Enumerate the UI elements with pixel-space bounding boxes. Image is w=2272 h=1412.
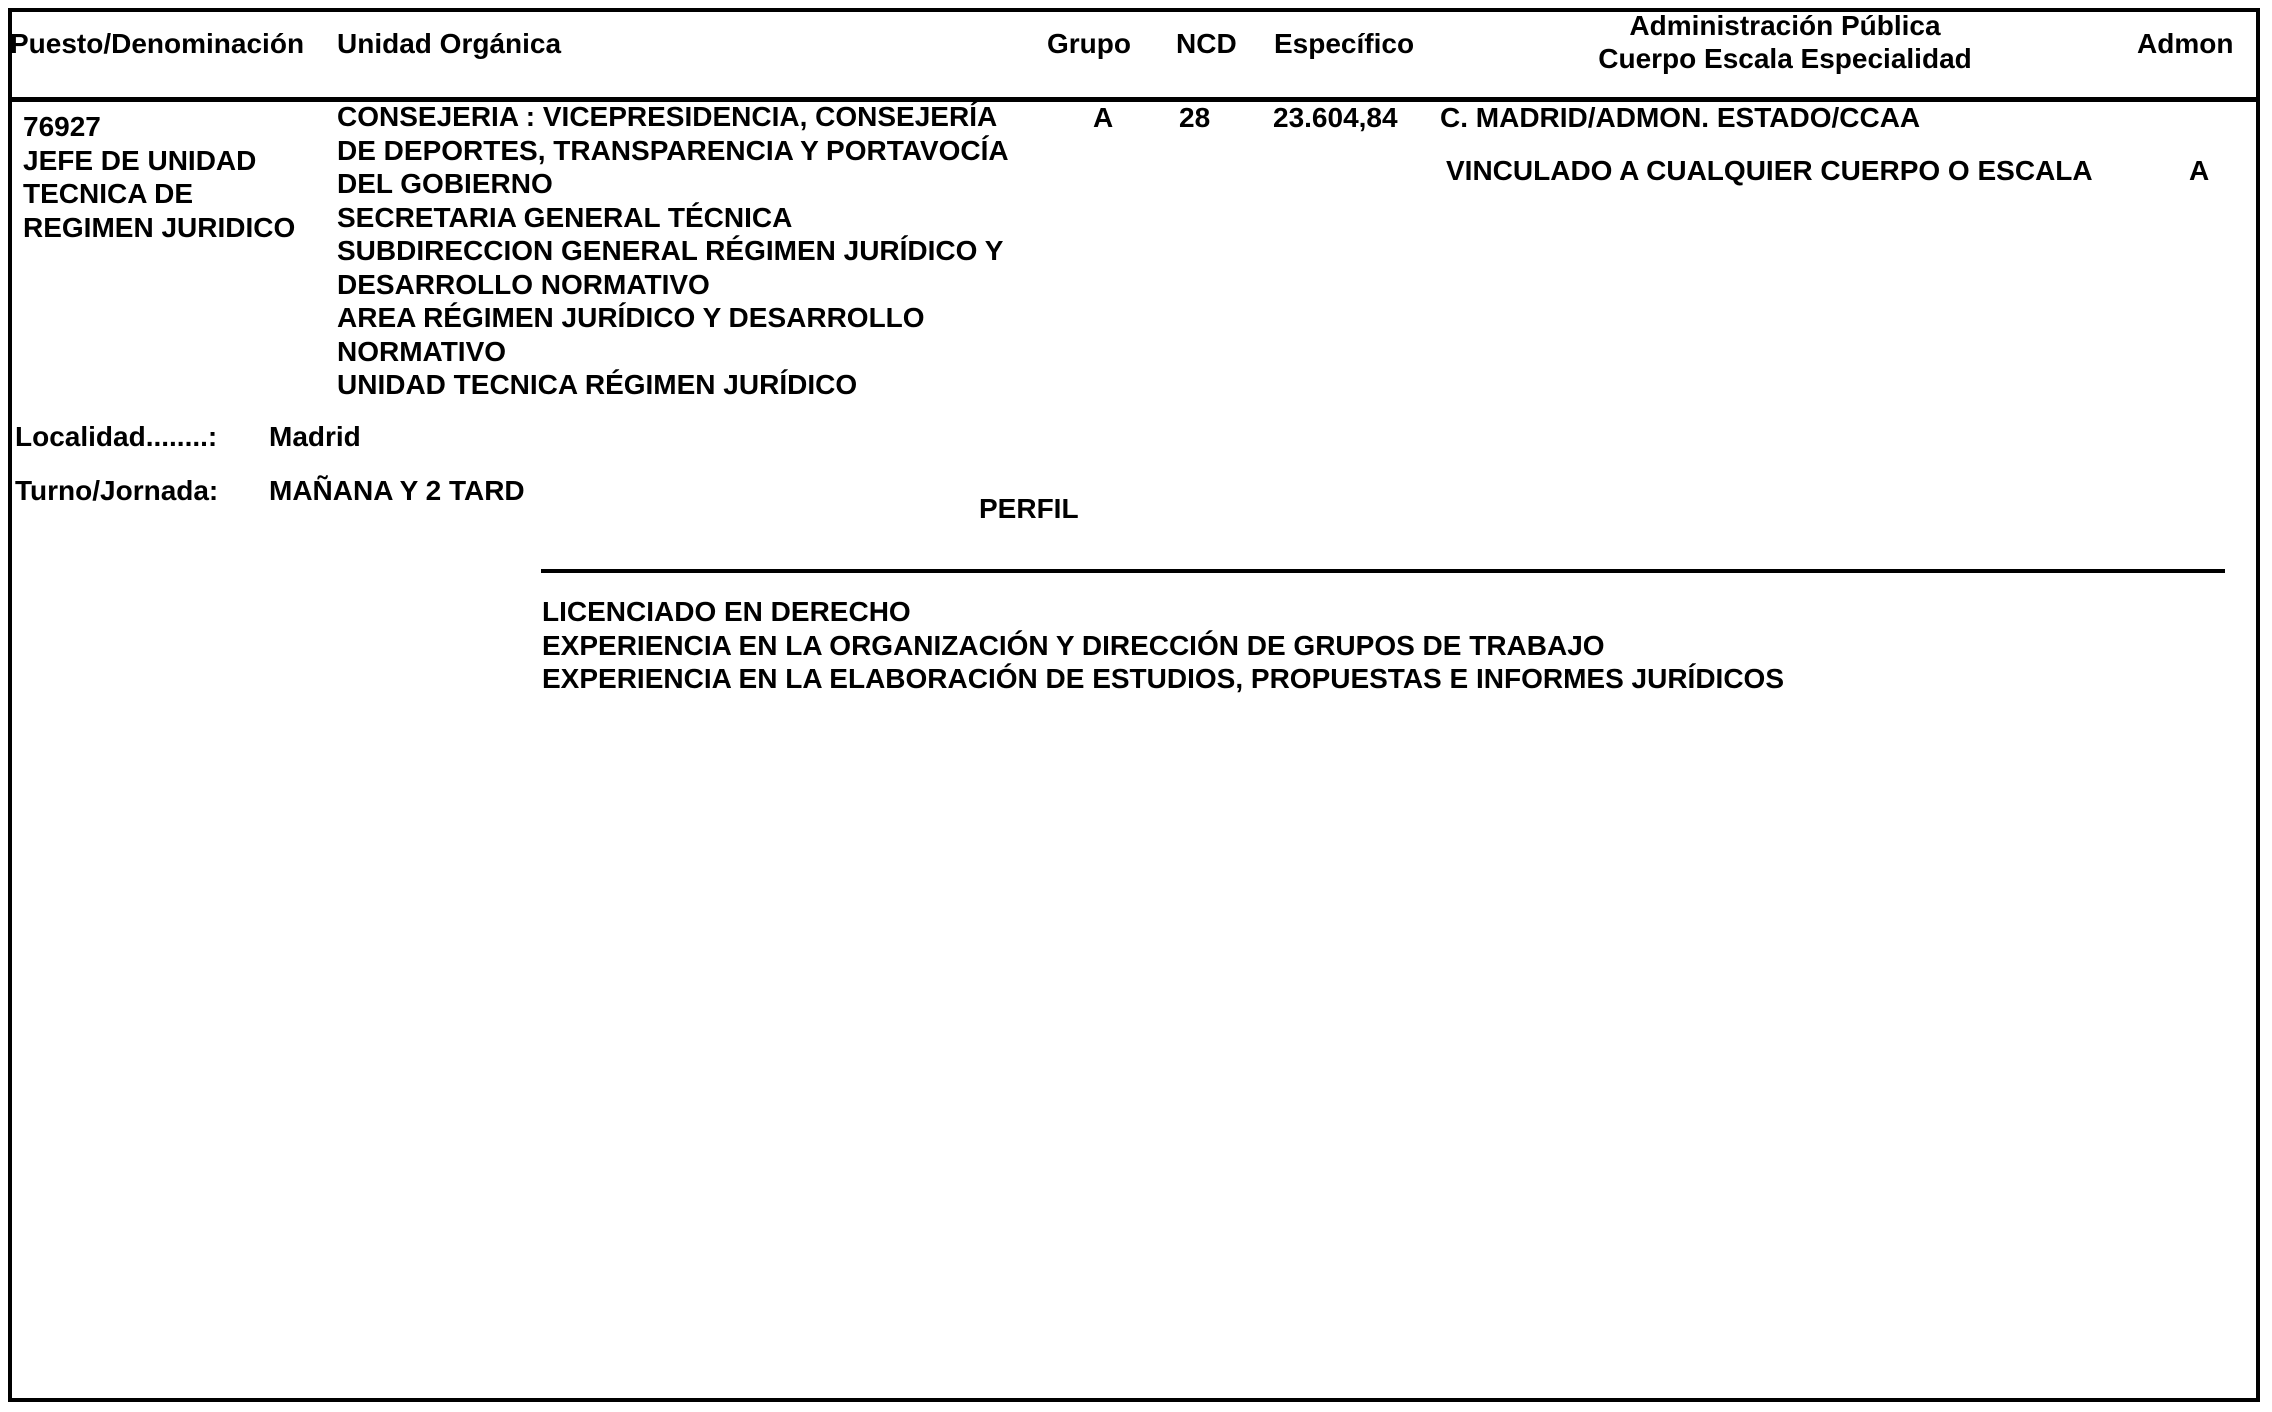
unidad-line: UNIDAD TECNICA RÉGIMEN JURÍDICO bbox=[337, 369, 858, 400]
header-grupo: Grupo bbox=[1047, 28, 1131, 59]
perfil-line: EXPERIENCIA EN LA ORGANIZACIÓN Y DIRECCIÓN DE GRUPOS DE TRABAJO bbox=[542, 629, 1605, 661]
header-unidad: Unidad Orgánica bbox=[337, 28, 562, 59]
perfil-label: PERFIL bbox=[979, 493, 1079, 524]
turno-label: Turno/Jornada: bbox=[15, 475, 219, 506]
especifico-value: 23.604,84 bbox=[1273, 102, 1398, 133]
unidad-line: CONSEJERIA : VICEPRESIDENCIA, CONSEJERÍA bbox=[337, 101, 998, 132]
header-administracion-publica: Administración Pública bbox=[1629, 10, 1941, 41]
header-puesto: Puesto/Denominación bbox=[10, 28, 305, 59]
puesto-line: 76927 bbox=[23, 111, 101, 142]
puesto-line: JEFE DE UNIDAD bbox=[23, 144, 257, 176]
unidad-line: SUBDIRECCION GENERAL RÉGIMEN JURÍDICO Y bbox=[337, 235, 1004, 266]
unidad-organica bbox=[337, 100, 1009, 402]
puesto-denominacion bbox=[23, 110, 295, 244]
header-especifico: Específico bbox=[1274, 28, 1415, 59]
turno-value: MAÑANA Y 2 TARD bbox=[269, 475, 525, 506]
unidad-line: NORMATIVO bbox=[337, 335, 507, 367]
header-ncd: NCD bbox=[1176, 28, 1237, 59]
localidad-label: Localidad........: bbox=[15, 421, 218, 452]
admon-value: A bbox=[2189, 155, 2210, 186]
localidad-value: Madrid bbox=[269, 421, 361, 452]
perfil-line: LICENCIADO EN DERECHO bbox=[542, 596, 911, 627]
grupo-value: A bbox=[1093, 102, 1114, 133]
perfil-line: EXPERIENCIA EN LA ELABORACIÓN DE ESTUDIOS, PROPUESTAS E INFORMES JURÍDICOS bbox=[542, 663, 1784, 694]
unidad-line: DEL GOBIERNO bbox=[337, 168, 553, 199]
header-cuerpo-escala: Cuerpo Escala Especialidad bbox=[1598, 43, 1972, 74]
perfil-divider bbox=[541, 569, 2225, 573]
puesto-line: TECNICA DE bbox=[23, 178, 194, 209]
unidad-line: SECRETARIA GENERAL TÉCNICA bbox=[337, 201, 793, 233]
cuerpo-value: VINCULADO A CUALQUIER CUERPO O ESCALA bbox=[1446, 155, 2093, 186]
perfil-requirements bbox=[542, 595, 1784, 696]
unidad-line: DE DEPORTES, TRANSPARENCIA Y PORTAVOCÍA bbox=[337, 134, 1009, 166]
administracion-value: C. MADRID/ADMON. ESTADO/CCAA bbox=[1440, 102, 1921, 133]
unidad-line: AREA RÉGIMEN JURÍDICO Y DESARROLLO bbox=[337, 302, 925, 333]
puesto-line: REGIMEN JURIDICO bbox=[23, 211, 296, 243]
unidad-line: DESARROLLO NORMATIVO bbox=[337, 268, 710, 300]
header-admon: Admon bbox=[2137, 28, 2234, 59]
ncd-value: 28 bbox=[1179, 102, 1211, 133]
